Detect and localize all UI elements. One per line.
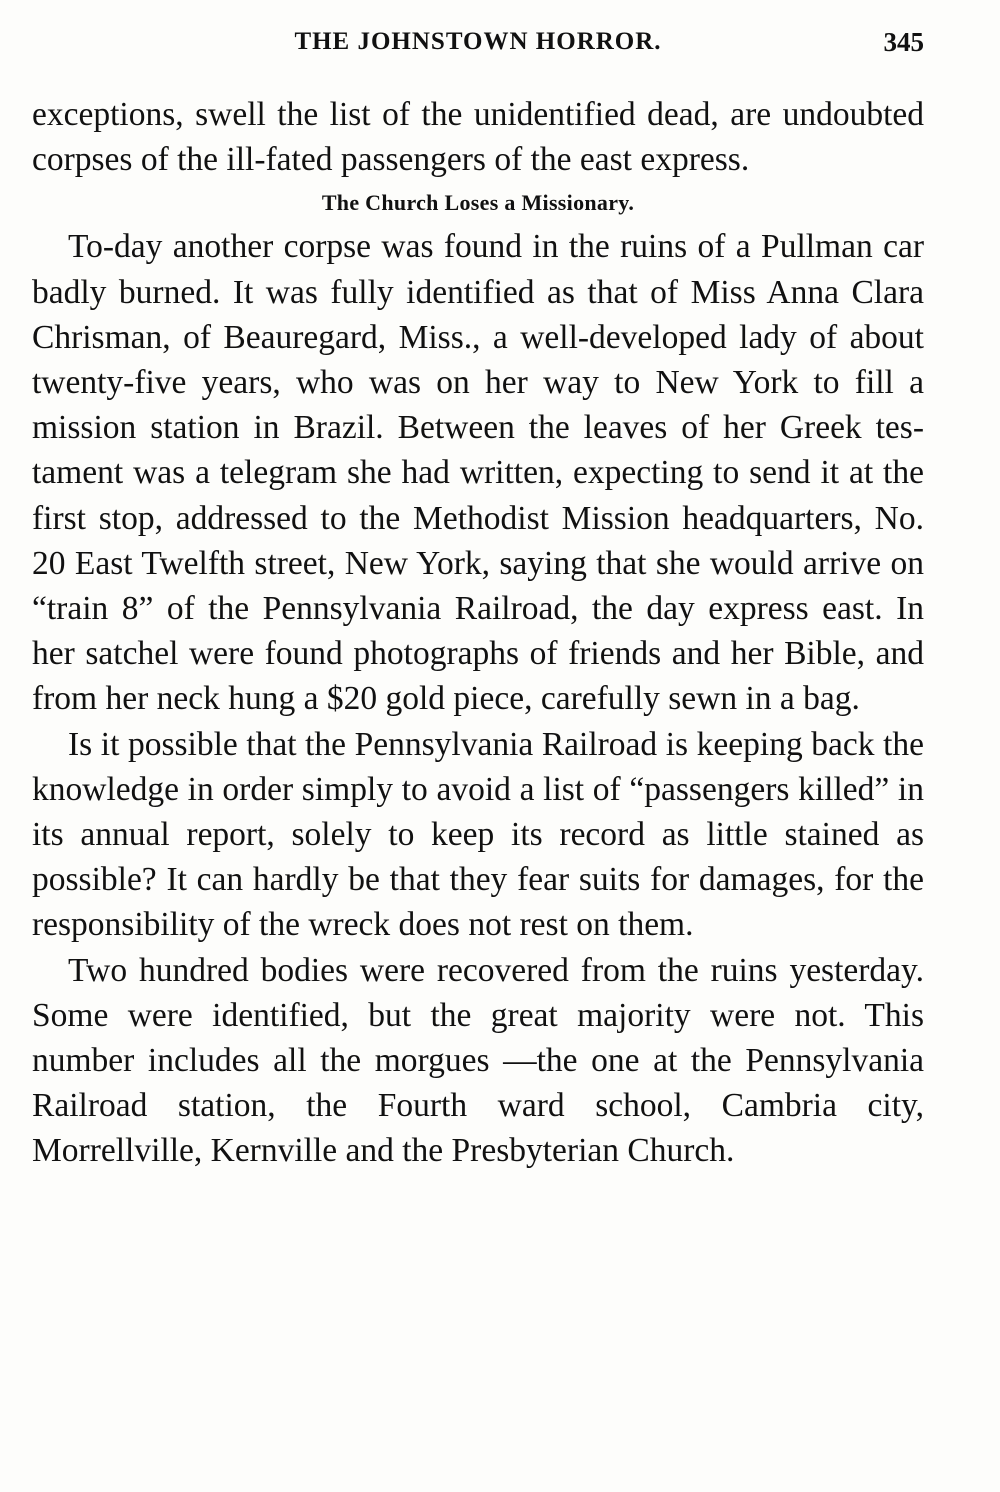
body-text — [32, 92, 924, 1174]
paragraph-bodies-recovered: Two hundred bodies were recovered from the ruins yesterday. Some were identified, but the great majority were not. This number includes all the morgues —the one at the Pennsylvania Railroad station, the Fourth ward school, Cambria city, Morrellville, Kernville and the Presbyterian Church. — [32, 951, 924, 1170]
paragraph-missionary: To-day another corpse was found in the ruins of a Pullman car badly burned. It was fully identified as that of Miss Anna Clara Chrisman, of Beauregard, Miss., a well-developed lady of about twenty-five years, who was on her way to New York to fill a mission station in Brazil. Between the leaves of her Greek testament was a telegram she had written, expecting to send it at the first stop, addressed to the Methodist Mission headquarters, No. 20 East Twelfth street, New York, saying that she would arrive on “train 8” of the Pennsylvania Railroad, the day express east. In her satchel were found photographs of friends and her Bible, and from her neck hung a $20 gold piece, carefully sewn in a bag. — [32, 228, 924, 718]
running-head — [32, 22, 924, 62]
section-heading: The Church Loses a Missionary. — [321, 190, 635, 216]
page-number: 345 — [883, 27, 924, 57]
paragraph-railroad-question: Is it possible that the Pennsylvania Railroad is keeping back the knowledge in order simply to avoid a list of “passengers killed” in its annual report, solely to keep its record as little stained as possible? It can hardly be that they fear suits for damages, for the responsibility of the wreck does not rest on them. — [32, 725, 924, 944]
running-title: THE JOHNSTOWN HORROR. — [294, 28, 662, 55]
paragraph-continued: exceptions, swell the list of the unidentified dead, are undoubted corpses of the ill-fated passengers of the east express. — [32, 96, 924, 179]
